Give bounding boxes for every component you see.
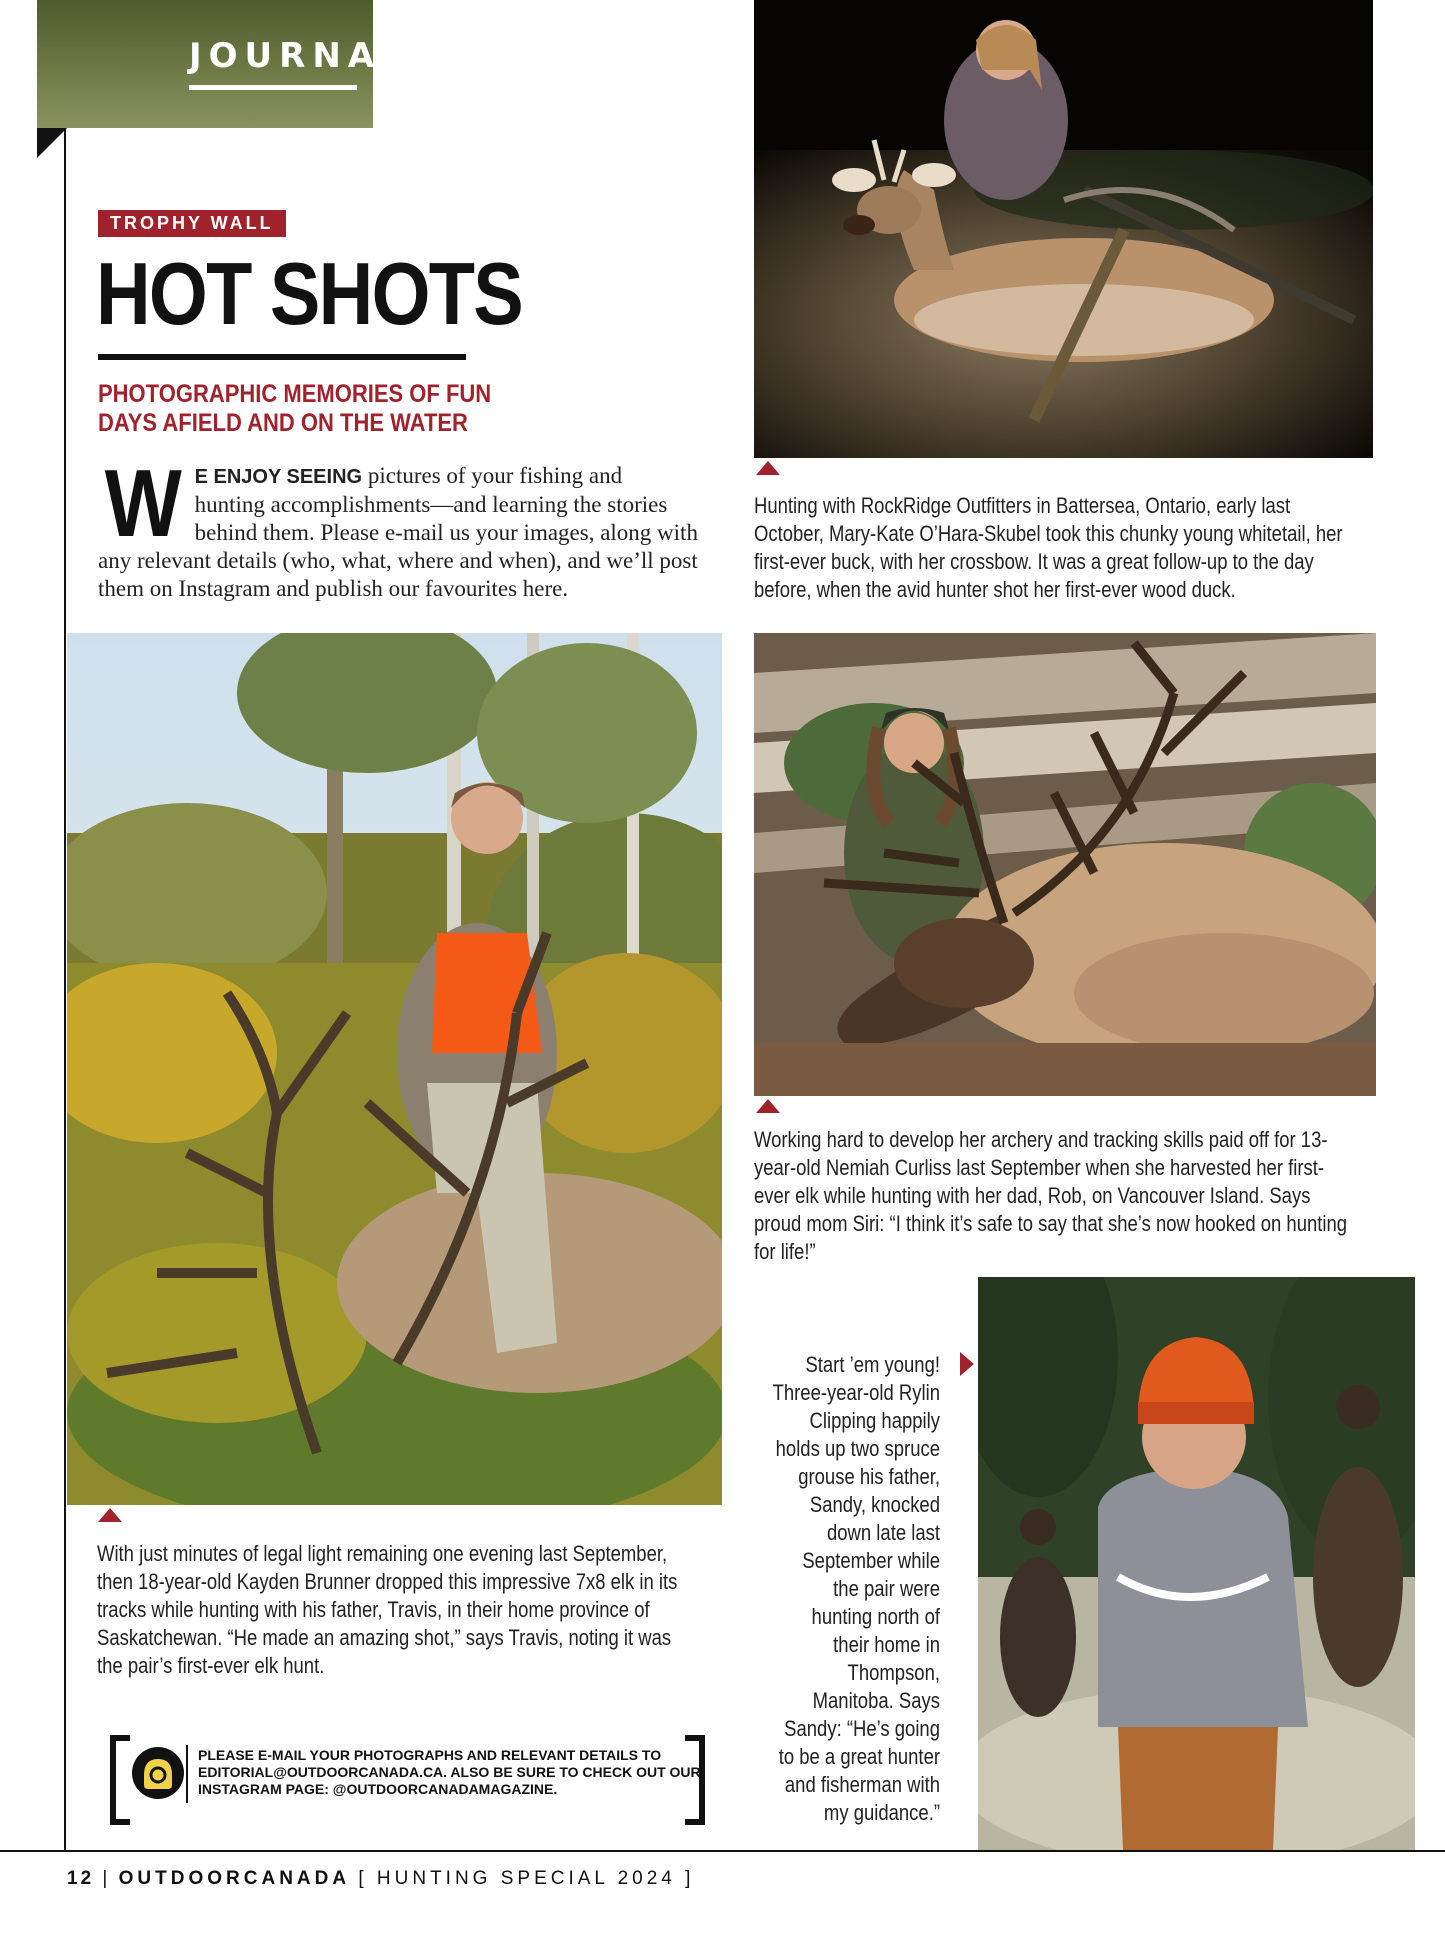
caption-marker-right: [960, 1352, 974, 1376]
section-tab: [37, 0, 410, 128]
drop-cap: W: [104, 450, 182, 557]
page-number: 12: [67, 1868, 95, 1889]
section-tab-label: JOURNAL: [189, 36, 410, 76]
section-tab-underline: [189, 85, 357, 90]
photo-boy-grouse: [978, 1277, 1415, 1850]
magazine-brand: OUTDOORCANADA: [118, 1868, 351, 1889]
kicker-label: TROPHY WALL: [98, 210, 286, 237]
email-note: PLEASE E-MAIL YOUR PHOTOGRAPHS AND RELEVANT DETAILS TO EDITORIAL@OUTDOORCANADA.CA. ALSO BE SURE TO CHECK OUT OUR INSTAGRAM PAGE: @OUTDOORCANADAMAGAZINE.: [198, 1747, 701, 1797]
tab-fold-corner: [37, 128, 67, 158]
photo-elk-kayden: [67, 633, 722, 1505]
callout-divider: [186, 1745, 188, 1803]
headline: HOT SHOTS: [96, 244, 523, 343]
photo-elk-nemiah: [754, 633, 1376, 1096]
footer-separator: |: [102, 1868, 111, 1889]
issue-name: [ HUNTING SPECIAL 2024 ]: [358, 1868, 695, 1889]
footer-rule: [0, 1850, 1445, 1852]
caption-elk-kayden: With just minutes of legal light remaining one evening last September, then 18-year-old Kayden Brunner dropped this impressive 7x8 elk in its tracks while hunting with his father, Travis, in their home province of Saskatchewan. “He made an amazing shot,” says Travis, noting it was the pair’s first-ever elk hunt.: [97, 1541, 678, 1678]
caption-boy-grouse: Start ’em young! Three-year-old Rylin Clipping happily holds up two spruce grouse his father, Sandy, knocked down late last September while the pair were hunting north of their home in Thompson, Manitoba. Says Sandy: “He’s going to be a great hunter and fisherman with my guidance.”: [772, 1352, 940, 1825]
headline-rule: [98, 354, 466, 360]
email-callout: [110, 1735, 705, 1815]
left-vertical-rule: [64, 128, 66, 1850]
page-footer: [67, 1868, 694, 1890]
deck: PHOTOGRAPHIC MEMORIES OF FUN DAYS AFIELD AND ON THE WATER: [98, 380, 492, 437]
intro-lead: E ENJOY SEEING: [194, 466, 363, 488]
instagram-icon: [130, 1745, 186, 1801]
caption-whitetail: Hunting with RockRidge Outfitters in Battersea, Ontario, early last October, Mary-Kate O’Hara-Skubel took this chunky young whitetail, her first-ever buck, with her crossbow. It was a great follow-up to the day before, when the avid hunter shot her first-ever wood duck.: [754, 493, 1343, 602]
caption-marker-up: [756, 461, 780, 475]
caption-marker-up: [98, 1508, 122, 1522]
bracket-left: [110, 1735, 130, 1825]
intro-paragraph: [98, 450, 698, 603]
caption-elk-nemiah: Working hard to develop her archery and tracking skills paid off for 13-year-old Nemiah Curliss last September when she harvested her first-ever elk while hunting with her dad, Rob, on Vancouver Island. Says proud mom Siri: “I think it’s safe to say that she’s now hooked on hunting for life!”: [754, 1127, 1348, 1264]
intro-body: pictures of your fishing and hunting accomplishments—and learning the stories behind them. Please e-mail us your images, along with any relevant details (who, what, where and when), and we’ll post them on Instagram and publish our favourites here.: [98, 463, 698, 601]
caption-marker-up: [756, 1099, 780, 1113]
photo-whitetail-buck: [754, 0, 1373, 458]
